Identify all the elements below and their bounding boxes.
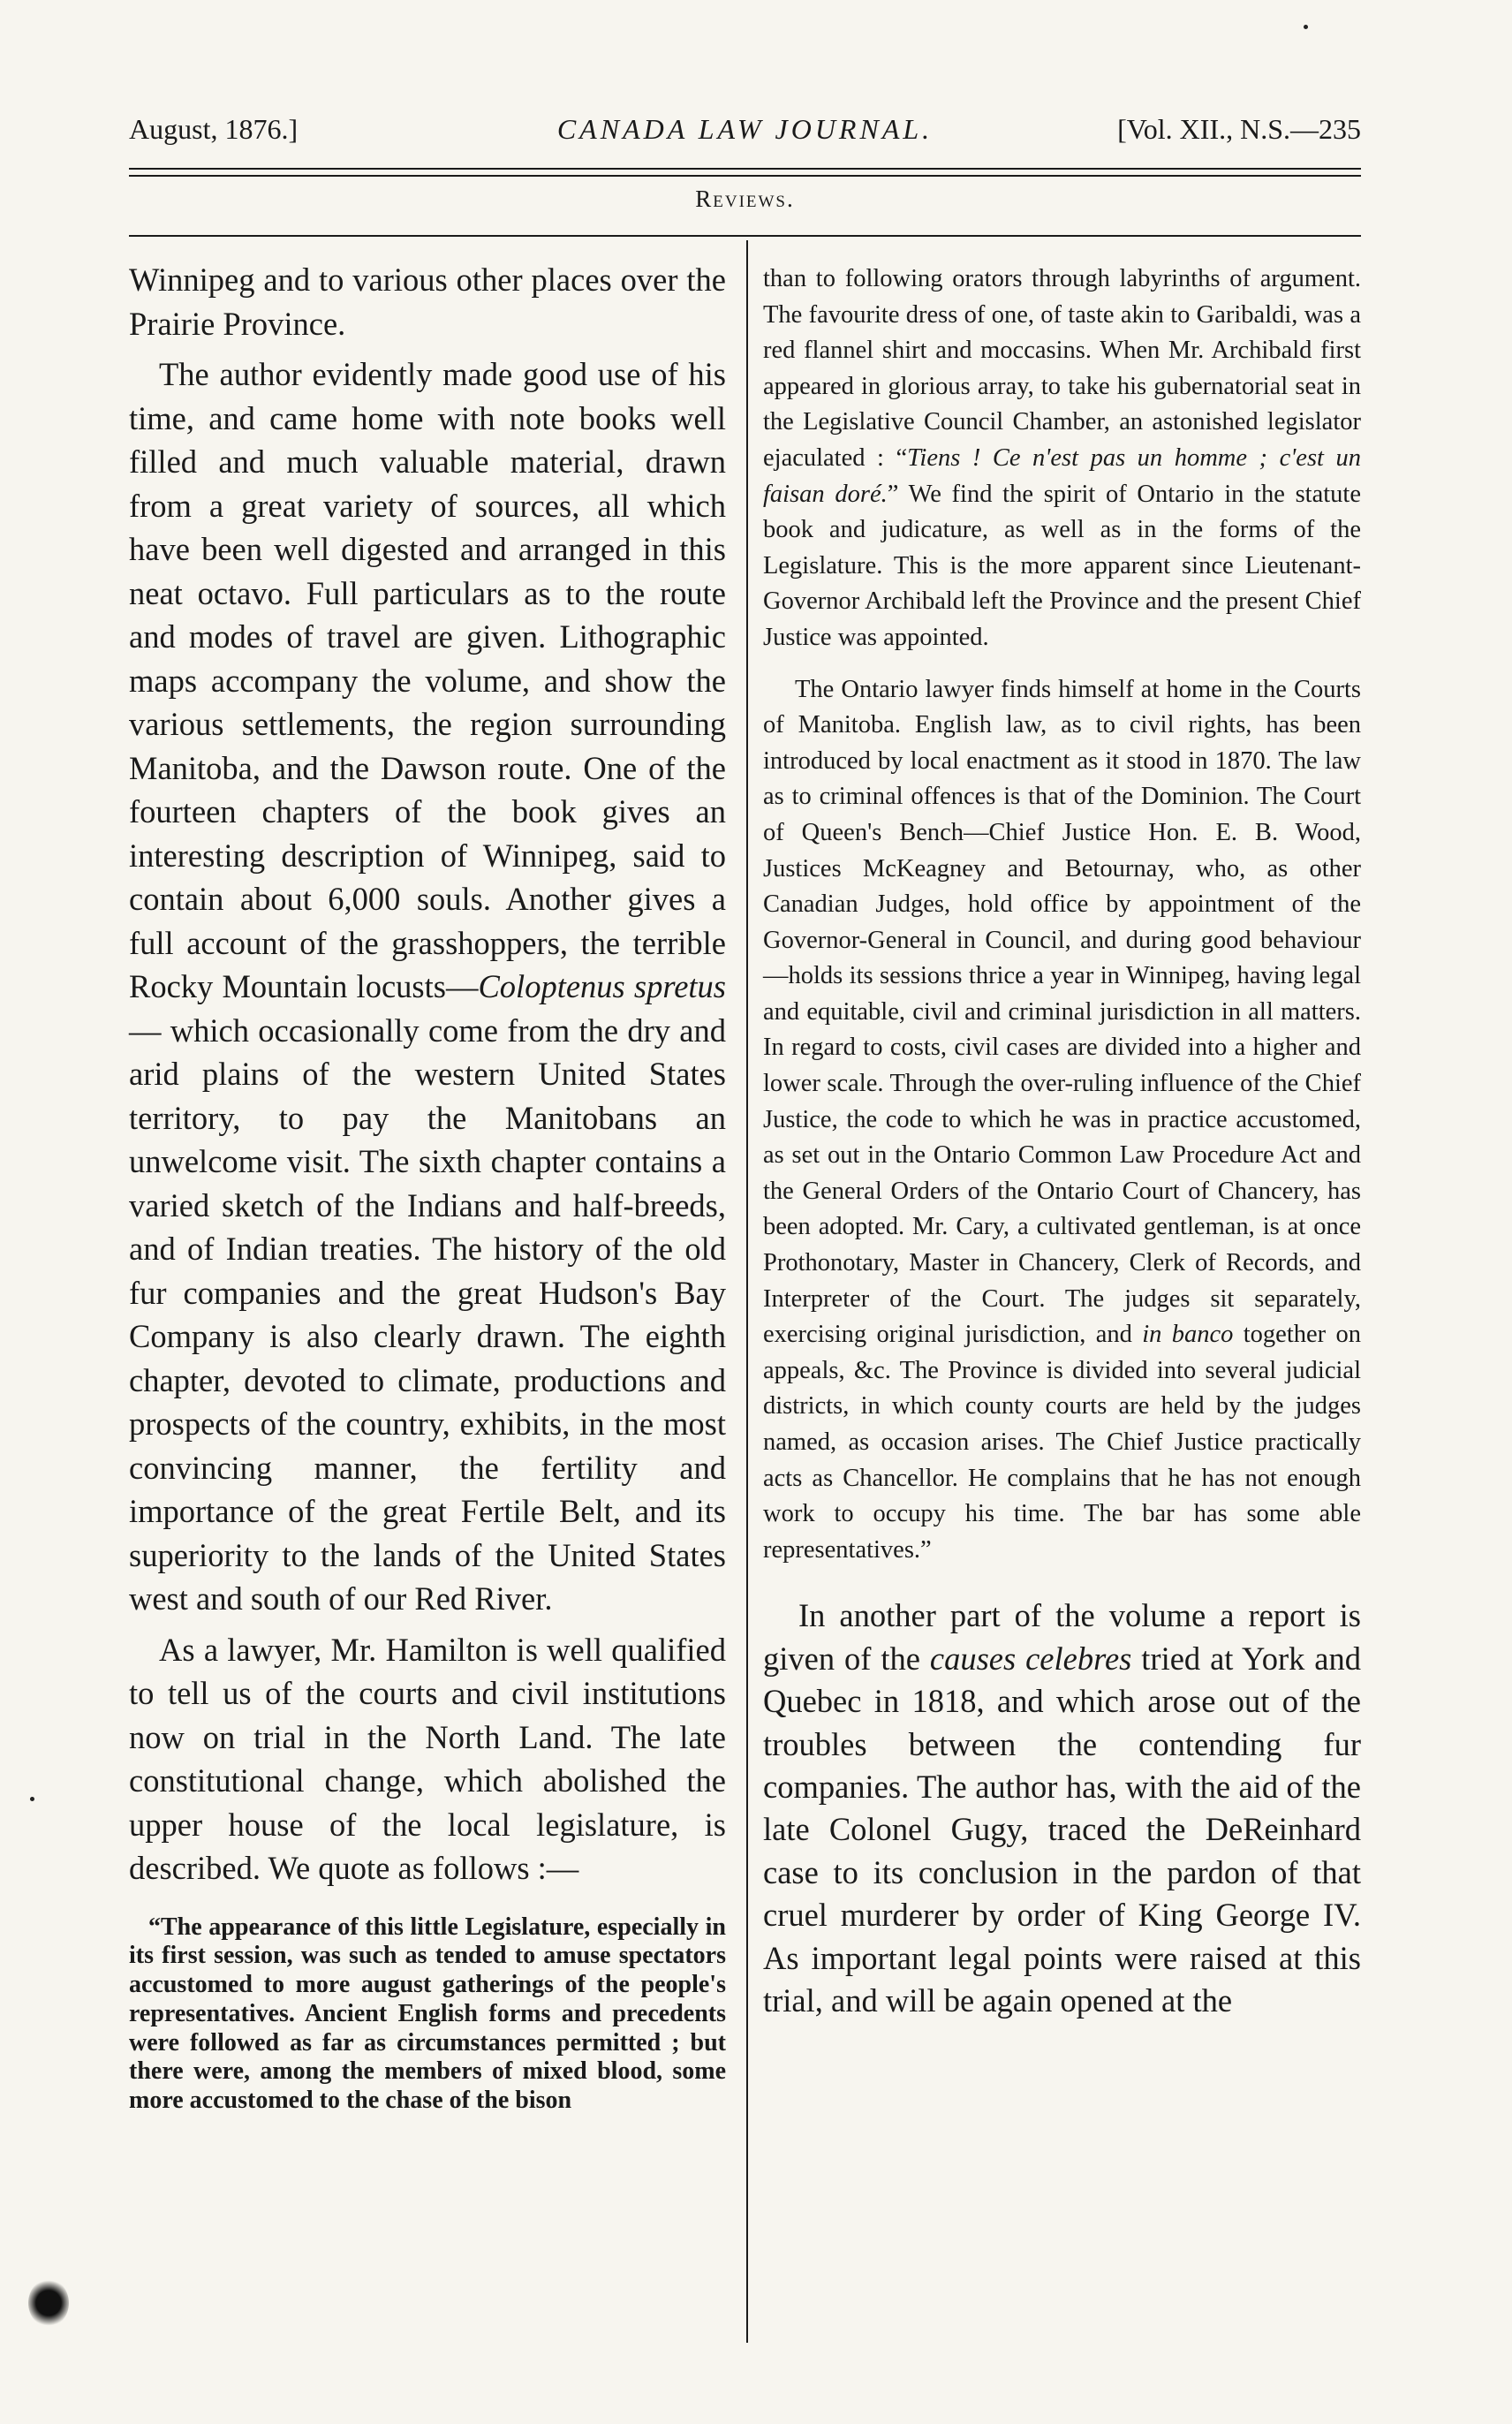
text-run: — which occasionally come from the dry and arid plains of the western United States territory, to pay the Manitobans an unwelcome visit. The sixth chapter contains a varied sketch of the Indians and half-breeds, and of Indian treaties. The history of the old fur companies and the great Hudson's Bay Company is also clearly drawn. The eighth chapter, devoted to climate, productions and prospects of the country, exhibits, in the most convincing manner, the fertility and importance of the great Fertile Belt, and its superiority to the lands of the United States west and south of our Red River. <box>129 1011 726 1617</box>
ink-blot <box>28 2279 69 2327</box>
text-run: tried at York and Quebec in 1818, and which arose out of the troubles between the contending fur companies. The author has, with the aid of the late Colonel Gugy, traced the DeReinhard case to its conclusion in the pardon of that cruel murderer by order of King George IV. As important legal points were raised at this trial, and will be again opened at the <box>763 1640 1361 2019</box>
header-rule-top <box>129 168 1361 170</box>
paragraph-causes-celebres <box>763 1595 1361 2022</box>
italic-term: causes celebres <box>929 1640 1132 1677</box>
text-run: The author evidently made good use of his time, and came home with note books well filled and much valuable material, drawn from a great variety of sources, all which have been well digested and arranged in this neat octavo. Full particulars as to the route and modes of travel are given. Lithographic maps accompany the volume, and show the various settlements, the region surrounding Manitoba, and the Dawson route. One of the fourteen chapters of the book gives an interesting description of Winnipeg, said to contain about 6,000 souls. Another gives a full account of the grasshoppers, the terrible Rocky Mountain locusts— <box>129 356 726 1004</box>
column-divider <box>746 240 748 2343</box>
italic-latin-term: in banco <box>1142 1321 1234 1349</box>
section-rule <box>129 235 1361 237</box>
block-quote: “The appearance of this little Legislature, especially in its first session, was such as tended to amuse spectators accustomed to more august gatherings of the people's representatives. Ancient English forms and precedents were followed as far as circumstances permitted ; but there were, among the members of mixed blood, some more accustomed to the chase of the bison <box>129 1913 726 2115</box>
quote-courts-paragraph <box>763 672 1361 1569</box>
text-run: together on appeals, &c. The Province is divided into several judicial districts, in which county courts are held by the judges named, as occasion arises. The Chief Justice practically acts as Chancellor. He complains that he has not enough work to occupy his time. The bar has some able representatives.” <box>763 1321 1361 1564</box>
text-run: The Ontario lawyer finds himself at home in the Courts of Manitoba. English law, as to civil rights, has been introduced by local enactment as it stood in 1870. The law as to criminal offences is that of the Dominion. The Court of Queen's Bench—Chief Justice Hon. E. B. Wood, Justices McKeagney and Betournay, who, as other Canadian Judges, hold office by appointment of the Governor-General in Council, and during good behaviour—holds its sessions thrice a year in Winnipeg, having legal and equitable, civil and criminal jurisdiction in all matters. In regard to costs, civil cases are divided into a higher and lower scale. Through the over-ruling influence of the Chief Justice, the code to which he was in practice accustomed, as set out in the Ontario Common Law Procedure Act and the General Orders of the Ontario Court of Chancery, has been adopted. Mr. Cary, a cultivated gentleman, is at once Prothonotary, Master in Chancery, Clerk of Records, and Interpreter of the Court. The judges sit separately, exercising original jurisdiction, and <box>763 675 1361 1349</box>
italic-french-quote: Tiens ! Ce n'est pas un homme ; c'est un faisan doré. <box>763 443 1361 508</box>
section-title: Reviews. <box>695 186 795 212</box>
paragraph-continuation: Winnipeg and to various other places over the Prairie Province. <box>129 261 726 342</box>
text-run: than to following orators through labyrinths of argument. The favourite dress of one, of taste akin to Garibaldi, was a red flannel shirt and moccasins. When Mr. Archibald first appeared in glorious array, to take his gubernatorial seat in the Legislative Council Chamber, an astonished legislator ejaculated : “ <box>763 265 1361 472</box>
italic-species-name: Coloptenus spretus <box>478 968 726 1004</box>
text-run: ” We find the spirit of Ontario in the statute book and judicature, as well as in the forms of the Legislature. This is the more apparent since Lieutenant-Governor Archibald left the Province and the present Chief Justice was appointed. <box>763 480 1361 651</box>
header-rule-bottom <box>129 175 1361 177</box>
volume-page: [Vol. XII., N.S.—235 <box>1117 113 1361 145</box>
speck <box>30 1797 34 1801</box>
paragraph-lawyer: As a lawyer, Mr. Hamilton is well qualified to tell us of the courts and civil institutions now on trial in the North Land. The late constitutional change, which abolished the upper house of the local legislature, is described. We quote as follows :— <box>129 1631 726 1886</box>
quote-continuation <box>763 261 1361 656</box>
text-run: In another part of the volume a report is given of the <box>763 1597 1361 1677</box>
journal-title: CANADA LAW JOURNAL. <box>556 113 934 145</box>
paragraph-author-review <box>129 352 726 1621</box>
left-column <box>129 258 726 2116</box>
running-header <box>129 113 1361 155</box>
speck <box>1304 25 1308 29</box>
right-column <box>763 261 1361 2022</box>
header-date: August, 1876.] <box>129 113 299 145</box>
